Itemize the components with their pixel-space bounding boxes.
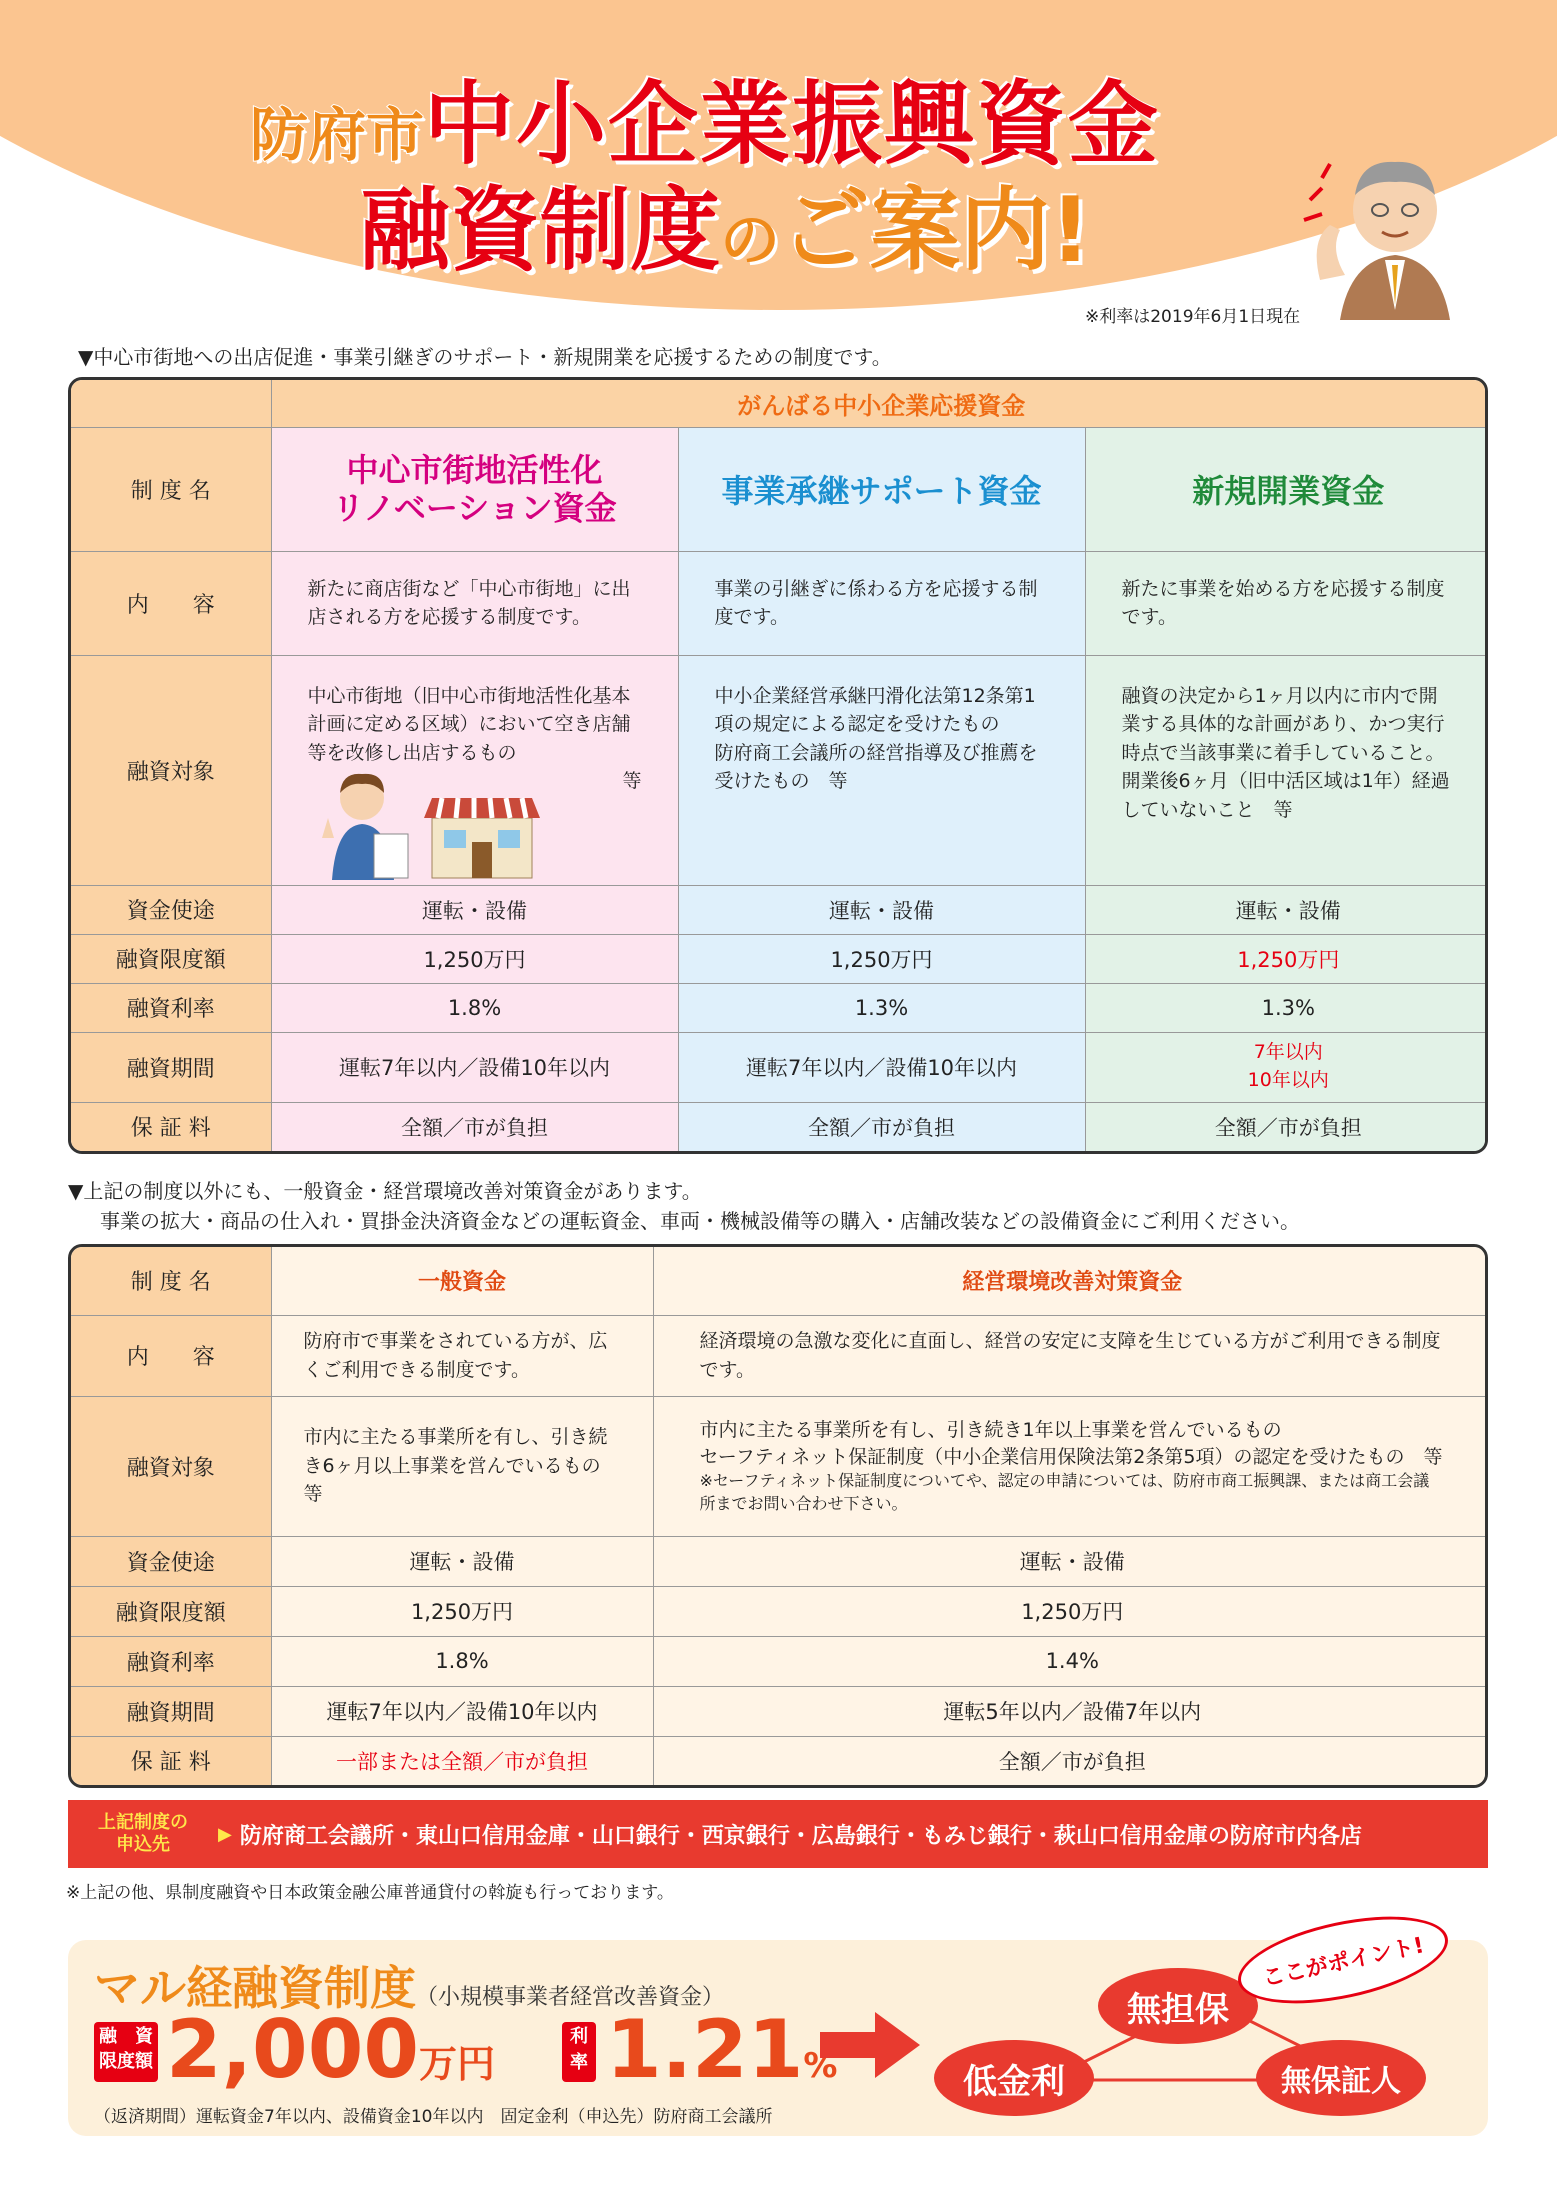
- guarantee-cell: 全額／市が負担: [653, 1736, 1488, 1785]
- limit-amount: [166, 2003, 496, 2096]
- use-cell: 運転・設備: [271, 885, 678, 934]
- rate-value: 1.21: [606, 2003, 804, 2096]
- apply-label-line: 申込先: [116, 1834, 170, 1855]
- limit-cell: 1,250万円: [271, 1586, 653, 1636]
- section-2-intro: [68, 1176, 1300, 1236]
- target-suffix: 等: [622, 770, 642, 792]
- guarantee-cell: 全額／市が負担: [271, 1102, 678, 1151]
- limit-label-line: 限度額: [99, 2051, 153, 2073]
- table-row: [71, 1636, 1488, 1686]
- row-label: 保 証 料: [71, 1102, 271, 1151]
- limit-cell: 1,250万円: [1085, 934, 1488, 983]
- rate-cell: 1.3%: [1085, 983, 1488, 1032]
- limit-label-line: 融 資: [99, 2026, 153, 2047]
- table-row: [71, 655, 1488, 885]
- table-row: [71, 1315, 1488, 1396]
- use-cell: 運転・設備: [1085, 885, 1488, 934]
- row-label: 融資利率: [71, 1636, 271, 1686]
- fund-name-general: 一般資金: [271, 1247, 653, 1315]
- rate-cell: 1.8%: [271, 1636, 653, 1686]
- target-cell: 市内に主たる事業所を有し、引き続き6ヶ月以上事業を営んでいるもの 等: [271, 1396, 653, 1536]
- corner-cell: [71, 380, 271, 427]
- rate-label: [562, 2022, 596, 2082]
- table-row: [71, 1102, 1488, 1151]
- apply-label: [68, 1812, 218, 1855]
- point-low-interest: 低金利: [934, 2040, 1094, 2116]
- fund-name-renovation: [271, 427, 678, 551]
- page-title: [250, 72, 1320, 283]
- rate-unit: %: [803, 2046, 838, 2086]
- target-text: セーフティネット保証制度（中小企業信用保険法第2条第5項）の認定を受けたもの 等: [699, 1445, 1443, 1468]
- table-row: [71, 983, 1488, 1032]
- target-cell: [653, 1396, 1488, 1536]
- fund-name-line: 中心市街地活性化: [346, 450, 603, 489]
- arrow-right-icon: [820, 2012, 920, 2078]
- intro-text: ▼中心市街地への出店促進・事業引継ぎのサポート・新規開業を応援するための制度です。: [78, 345, 892, 369]
- content-cell: 新たに事業を始める方を応援する制度です。: [1085, 551, 1488, 655]
- content-cell: 防府市で事業をされている方が、広くご利用できる制度です。: [271, 1315, 653, 1396]
- period-line: 7年以内: [1253, 1041, 1323, 1064]
- apply-label-line: 上記制度の: [98, 1812, 188, 1834]
- row-label: 融資対象: [71, 1396, 271, 1536]
- table-1: [68, 377, 1488, 1154]
- row-label: 資金使途: [71, 885, 271, 934]
- limit-value: 2,000: [166, 2003, 420, 2096]
- rate-cell: 1.8%: [271, 983, 678, 1032]
- target-cell: [1085, 655, 1488, 885]
- table-row: [71, 1686, 1488, 1736]
- businessman-illustration: [1300, 130, 1490, 320]
- target-cell: [271, 655, 678, 885]
- point-no-collateral: 無担保: [1098, 1968, 1258, 2044]
- guarantee-cell: 全額／市が負担: [678, 1102, 1085, 1151]
- point-speech-bubble: ここがポイント!: [1230, 1901, 1455, 2020]
- title-city: 防府市: [250, 101, 425, 169]
- period-line: 10年以内: [1247, 1069, 1329, 1091]
- limit-cell: 1,250万円: [271, 934, 678, 983]
- triangle-right-icon: ▶: [218, 1823, 232, 1845]
- rate-cell: 1.4%: [653, 1636, 1488, 1686]
- row-label: 融資期間: [71, 1032, 271, 1102]
- title-part-3: ご案内!: [780, 178, 1092, 283]
- table-row: [71, 1536, 1488, 1586]
- guarantee-cell: 一部または全額／市が負担: [271, 1736, 653, 1785]
- row-label: 制 度 名: [71, 1247, 271, 1315]
- content-cell: 経済環境の急激な変化に直面し、経営の安定に支障を生じている方がご利用できる制度です。: [653, 1315, 1488, 1396]
- target-note: ※セーフティネット保証制度についてや、認定の申請については、防府市商工振興課、または商工会議所までお問い合わせ下さい。: [699, 1471, 1430, 1513]
- target-text: 中心市街地（旧中心市街地活性化基本計画に定める区域）において空き店舗等を改修し出店するもの: [307, 684, 631, 764]
- row-label: 融資利率: [71, 983, 271, 1032]
- fund-name-startup: 新規開業資金: [1085, 427, 1488, 551]
- content-cell: 新たに商店街など「中心市街地」に出店される方を応援する制度です。: [271, 551, 678, 655]
- row-label: 資金使途: [71, 1536, 271, 1586]
- table-row: [71, 551, 1488, 655]
- section-2-line: 事業の拡大・商品の仕入れ・買掛金決済資金などの運転資金、車両・機械設備等の購入・店舗改装などの設備資金にご利用ください。: [100, 1209, 1300, 1233]
- group-header: がんばる中小企業応援資金: [271, 380, 1488, 427]
- title-part-2: の: [720, 206, 780, 276]
- rate-note: ※利率は2019年6月1日現在: [1085, 307, 1301, 327]
- rate-cell: 1.3%: [678, 983, 1085, 1032]
- rate-amount: [606, 2003, 838, 2096]
- table-row: [71, 1736, 1488, 1785]
- table-row: [71, 1032, 1488, 1102]
- target-text: 市内に主たる事業所を有し、引き続き1年以上事業を営んでいるもの: [699, 1419, 1282, 1442]
- table-row: [71, 1247, 1488, 1315]
- title-main: 中小企業振興資金: [424, 72, 1161, 177]
- table-row: [71, 1586, 1488, 1636]
- point-no-guarantor: 無保証人: [1256, 2040, 1426, 2116]
- target-text: 融資の決定から1ヶ月以内に市内で開業する具体的な計画があり、かつ実行時点で当該事業に着手していること。: [1121, 684, 1445, 764]
- limit-cell: 1,250万円: [653, 1586, 1488, 1636]
- rate-label-line: 率: [570, 2052, 588, 2074]
- limit-label: [94, 2022, 158, 2082]
- apply-institutions: 防府商工会議所・東山口信用金庫・山口銀行・西京銀行・広島銀行・もみじ銀行・萩山口信用金庫の防府市内各店: [239, 1823, 1362, 1849]
- table-row: [71, 934, 1488, 983]
- footnote: ※上記の他、県制度融資や日本政策金融公庫普通貸付の斡旋も行っております。: [66, 1883, 674, 1903]
- fund-name-succession: 事業承継サポート資金: [678, 427, 1085, 551]
- apply-banner: [68, 1800, 1488, 1868]
- target-text: 中小企業経営承継円滑化法第12条第1項の規定による認定を受けたもの: [714, 684, 1036, 735]
- rate-label-line: 利: [570, 2026, 588, 2047]
- table-row: [71, 427, 1488, 551]
- row-label: 融資期間: [71, 1686, 271, 1736]
- period-cell: 運転5年以内／設備7年以内: [653, 1686, 1488, 1736]
- row-label: 融資対象: [71, 655, 271, 885]
- section-2-line: ▼上記の制度以外にも、一般資金・経営環境改善対策資金があります。: [68, 1179, 702, 1203]
- row-label: 融資限度額: [71, 1586, 271, 1636]
- fund-name-environment: 経営環境改善対策資金: [653, 1247, 1488, 1315]
- row-label: 制 度 名: [71, 427, 271, 551]
- row-label: 融資限度額: [71, 934, 271, 983]
- period-cell: 運転7年以内／設備10年以内: [271, 1686, 653, 1736]
- target-text: 防府商工会議所の経営指導及び推薦を受けたもの 等: [714, 741, 1038, 792]
- maru-kei-box: [68, 1932, 1488, 2136]
- maru-subtitle: （小規模事業者経営改善資金）: [416, 1985, 725, 2010]
- limit-cell: 1,250万円: [678, 934, 1085, 983]
- row-label: 内 容: [71, 1315, 271, 1396]
- maru-title-main: マル経融資制度: [94, 1961, 416, 2015]
- period-cell: 運転7年以内／設備10年以内: [678, 1032, 1085, 1102]
- use-cell: 運転・設備: [678, 885, 1085, 934]
- title-line-2: [250, 178, 1320, 283]
- title-line-1: [250, 72, 1320, 177]
- fund-name-line: リノベーション資金: [332, 489, 617, 527]
- period-cell: [1085, 1032, 1488, 1102]
- content-cell: 事業の引継ぎに係わる方を応援する制度です。: [678, 551, 1085, 655]
- table-2: [68, 1244, 1488, 1788]
- use-cell: 運転・設備: [271, 1536, 653, 1586]
- row-label: 保 証 料: [71, 1736, 271, 1785]
- maru-footer: （返済期間）運転資金7年以内、設備資金10年以内 固定金利（申込先）防府商工会議所: [94, 2107, 773, 2127]
- row-label: 内 容: [71, 551, 271, 655]
- limit-unit: 万円: [419, 2042, 496, 2086]
- table-row: [71, 380, 1488, 427]
- table-row: [71, 885, 1488, 934]
- shop-illustration: [312, 768, 552, 880]
- period-cell: 運転7年以内／設備10年以内: [271, 1032, 678, 1102]
- title-part-1: 融資制度: [360, 178, 720, 283]
- target-cell: [678, 655, 1085, 885]
- table-row: [71, 1396, 1488, 1536]
- use-cell: 運転・設備: [653, 1536, 1488, 1586]
- guarantee-cell: 全額／市が負担: [1085, 1102, 1488, 1151]
- target-text: 開業後6ヶ月（旧中活区域は1年）経過していないこと 等: [1121, 770, 1450, 821]
